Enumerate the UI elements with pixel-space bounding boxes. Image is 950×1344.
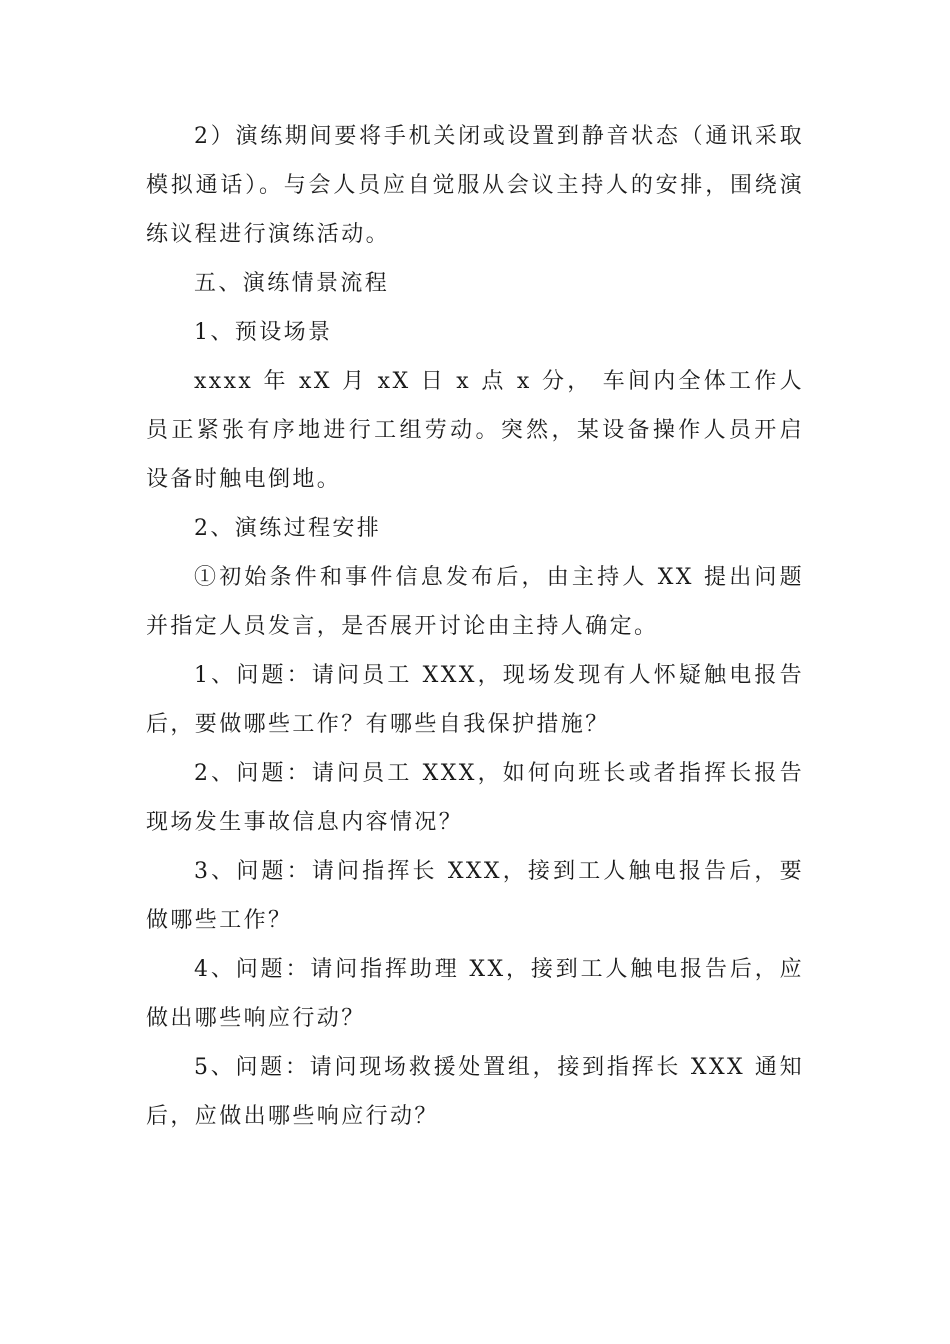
paragraph-initial-conditions: ①初始条件和事件信息发布后，由主持人 XX 提出问题并指定人员发言，是否展开讨论由主持人确定。 [146, 565, 804, 639]
paragraph-scene-description: xxxx 年 xX 月 xX 日 x 点 x 分， 车间内全体工作人员正紧张有序地进行工组劳动。突然，某设备操作人员开启设备时触电倒地。 [146, 369, 804, 492]
question-3: 3、问题：请问指挥长 XXX，接到工人触电报告后，要做哪些工作？ [146, 859, 804, 933]
document-page [146, 112, 804, 1141]
section-heading-scenario-flow: 五、演练情景流程 [194, 271, 390, 296]
question-5: 5、问题：请问现场救援处置组，接到指挥长 XXX 通知后，应做出哪些响应行动？ [146, 1055, 804, 1129]
paragraph-notice-phone: 2）演练期间要将手机关闭或设置到静音状态（通讯采取模拟通话）。与会人员应自觉服从会议主持人的安排，围绕演练议程进行演练活动。 [146, 124, 804, 247]
question-4: 4、问题：请问指挥助理 XX，接到工人触电报告后，应做出哪些响应行动？ [146, 957, 804, 1031]
question-2: 2、问题：请问员工 XXX，如何向班长或者指挥长报告现场发生事故信息内容情况？ [146, 761, 804, 835]
subheading-process-arrangement: 2、演练过程安排 [194, 516, 382, 541]
subheading-preset-scene: 1、预设场景 [194, 320, 333, 345]
question-1: 1、问题：请问员工 XXX，现场发现有人怀疑触电报告后，要做哪些工作？有哪些自我保护措施？ [146, 663, 804, 737]
